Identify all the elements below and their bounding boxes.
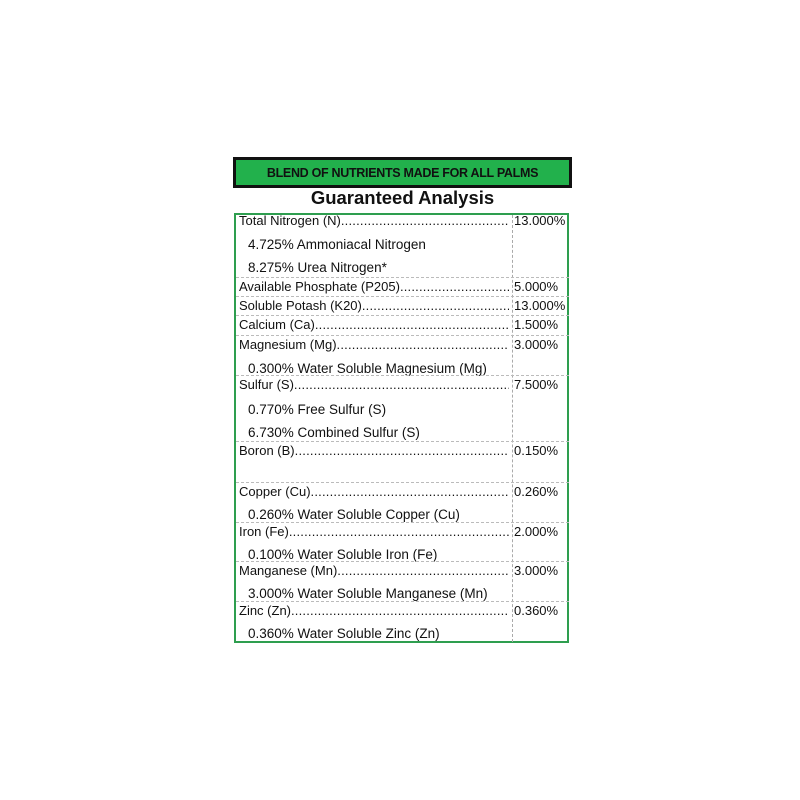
page-title: Guaranteed Analysis bbox=[310, 187, 495, 208]
table-row bbox=[236, 335, 569, 354]
table-row bbox=[236, 601, 569, 620]
nutrient-value: 13.000% bbox=[514, 213, 566, 228]
nutrient-label: Soluble Potash (K20) ..... bbox=[239, 297, 509, 315]
sub-item: 0.300% Water Soluble Magnesium (Mg) bbox=[248, 361, 487, 376]
nutrient-value: 0.360% bbox=[514, 603, 559, 618]
nutrient-value: 0.150% bbox=[514, 443, 559, 458]
table-row bbox=[236, 441, 569, 460]
nutrient-value: 7.500% bbox=[514, 377, 559, 392]
nutrient-label: Available Phosphate (P205) ..... bbox=[239, 278, 509, 296]
sub-item: 0.770% Free Sulfur (S) bbox=[248, 402, 387, 417]
sub-item: 0.360% Water Soluble Zinc (Zn) bbox=[248, 626, 440, 641]
nutrient-label: Manganese (Mn) ..... bbox=[239, 562, 509, 580]
table-row bbox=[236, 375, 569, 394]
nutrient-value: 3.000% bbox=[514, 563, 559, 578]
nutrient-label: Copper (Cu) ..... bbox=[239, 483, 509, 501]
sub-item: 8.275% Urea Nitrogen* bbox=[248, 260, 387, 275]
table-row bbox=[236, 482, 569, 501]
nutrient-label: Calcium (Ca) ..... bbox=[239, 316, 509, 334]
sub-item: 6.730% Combined Sulfur (S) bbox=[248, 425, 420, 440]
table-row bbox=[236, 277, 569, 296]
table-row bbox=[236, 315, 569, 334]
nutrient-label: Iron (Fe) ..... bbox=[239, 523, 509, 541]
table-row bbox=[236, 212, 569, 230]
nutrient-value: 0.260% bbox=[514, 484, 559, 499]
sub-item: 4.725% Ammoniacal Nitrogen bbox=[248, 237, 426, 252]
nutrient-label: Zinc (Zn) ..... bbox=[239, 602, 509, 620]
table-row bbox=[236, 522, 569, 541]
nutrient-value: 1.500% bbox=[514, 317, 559, 332]
sub-item: 0.260% Water Soluble Copper (Cu) bbox=[248, 507, 460, 522]
table-row bbox=[236, 296, 569, 315]
nutrient-value: 2.000% bbox=[514, 524, 559, 539]
table-row bbox=[236, 561, 569, 580]
nutrient-label: Boron (B) ..... bbox=[239, 442, 509, 460]
nutrient-label: Magnesium (Mg) ..... bbox=[239, 336, 509, 354]
nutrient-value: 13.000% bbox=[514, 298, 566, 313]
nutrient-value: 5.000% bbox=[514, 279, 559, 294]
sub-item: 0.100% Water Soluble Iron (Fe) bbox=[248, 547, 438, 562]
banner: BLEND OF NUTRIENTS MADE FOR ALL PALMS bbox=[233, 157, 572, 188]
sub-item: 3.000% Water Soluble Manganese (Mn) bbox=[248, 586, 488, 601]
nutrient-label: Total Nitrogen (N) ..... bbox=[239, 212, 509, 230]
nutrient-label: Sulfur (S) ..... bbox=[239, 376, 509, 394]
nutrient-value: 3.000% bbox=[514, 337, 559, 352]
